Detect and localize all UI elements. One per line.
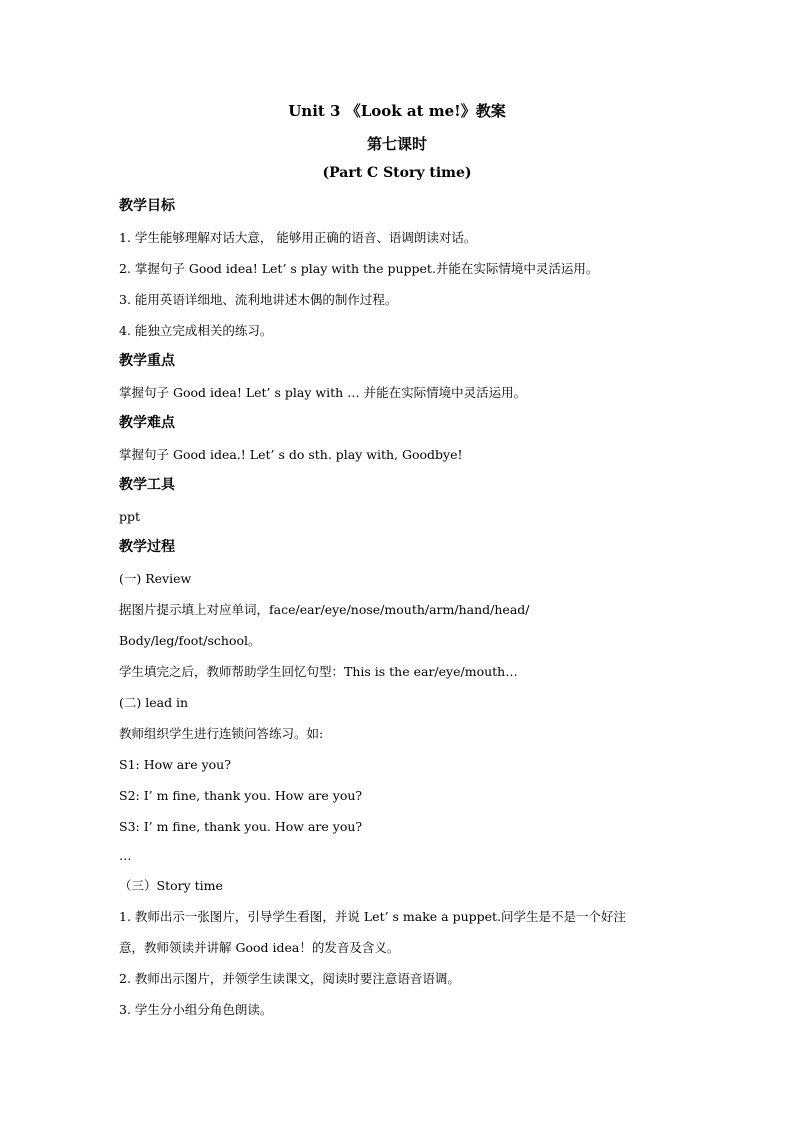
story-time-line: 1. 教师出示一张图片，引导学生看图，并说 Let’ s make a puppet.问学生是不是一个好注	[119, 909, 627, 924]
process-heading: 教学过程	[119, 539, 175, 555]
lesson-number: 第七课时	[366, 135, 427, 153]
story-time-line: 意，教师领读并讲解 Good idea！的发音及含义。	[119, 940, 400, 955]
lead-in-line: S2: I’ m fine, thank you. How are you?	[119, 788, 363, 803]
review-title: (一) Review	[119, 571, 192, 586]
goals-heading: 教学目标	[119, 198, 175, 214]
lead-in-line: 教师组织学生进行连锁问答练习。如:	[119, 726, 324, 741]
lead-in-title: (二) lead in	[119, 695, 189, 710]
goal-item: 1. 学生能够理解对话大意， 能够用正确的语音、语调朗读对话。	[119, 230, 477, 245]
lead-in-line: S3: I’ m fine, thank you. How are you?	[119, 819, 363, 834]
part-subtitle: (Part C Story time)	[322, 165, 472, 181]
doc-title: Unit 3 《Look at me!》教案	[288, 102, 506, 120]
tools-heading: 教学工具	[119, 477, 175, 493]
story-time-line: 2. 教师出示图片，并领学生读课文，阅读时要注意语音语调。	[119, 971, 460, 986]
lead-in-line: …	[119, 848, 132, 863]
review-line: 据图片提示填上对应单词，face/ear/eye/nose/mouth/arm/hand/head/	[119, 602, 530, 617]
key-points-text: 掌握句子 Good idea! Let’ s play with … 并能在实际情境中灵活运用。	[119, 385, 527, 400]
difficulties-text: 掌握句子 Good idea.! Let’ s do sth. play with, Goodbye!	[119, 447, 463, 462]
goal-item: 2. 掌握句子 Good idea! Let’ s play with the puppet.并能在实际情境中灵活运用。	[119, 261, 599, 276]
difficulties-heading: 教学难点	[119, 415, 175, 431]
key-points-heading: 教学重点	[119, 353, 175, 369]
document-body	[119, 191, 689, 1025]
goal-item: 4. 能独立完成相关的练习。	[119, 323, 273, 338]
story-time-line: 3. 学生分小组分角色朗读。	[119, 1002, 273, 1017]
tools-text: ppt	[119, 509, 141, 524]
goal-item: 3. 能用英语详细地、流利地讲述木偶的制作过程。	[119, 292, 398, 307]
review-line: 学生填完之后，教师帮助学生回忆句型：This is the ear/eye/mouth…	[119, 664, 518, 679]
review-line: Body/leg/foot/school。	[119, 633, 261, 648]
story-time-title: （三）Story time	[119, 878, 223, 893]
lead-in-line: S1: How are you?	[119, 757, 231, 772]
